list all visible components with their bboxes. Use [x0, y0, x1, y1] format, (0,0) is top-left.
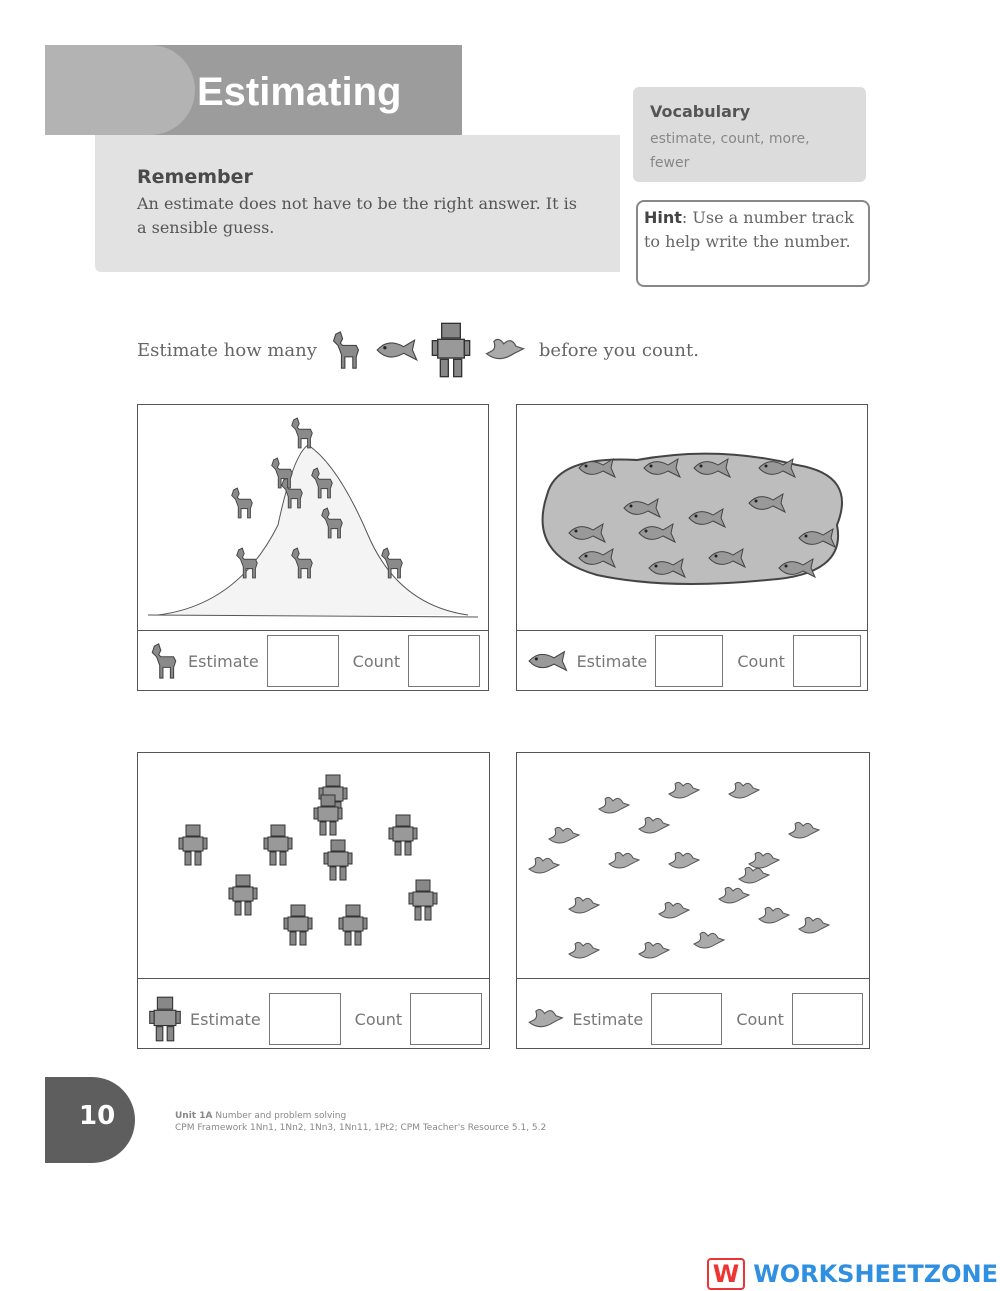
bird-figure	[759, 907, 789, 923]
answer-row	[517, 990, 869, 1048]
answer-row	[138, 632, 488, 690]
bird-figure	[669, 852, 699, 868]
bird-picture	[517, 753, 869, 979]
estimate-input[interactable]	[269, 993, 341, 1045]
goat-figure	[232, 488, 253, 518]
estimate-input[interactable]	[651, 993, 722, 1045]
footer-unit: Unit 1A	[175, 1111, 213, 1121]
goat-picture	[138, 405, 488, 631]
robot-figure	[179, 825, 207, 865]
bird-figure	[789, 822, 819, 838]
goat-icon	[148, 641, 180, 681]
estimate-label: Estimate	[576, 651, 648, 671]
robot-icon	[431, 320, 471, 380]
answer-row	[138, 990, 489, 1048]
hint-box	[636, 200, 870, 287]
estimate-label: Estimate	[188, 651, 259, 671]
count-label: Count	[352, 651, 401, 671]
bird-figure	[639, 817, 669, 833]
instruction	[137, 320, 699, 380]
banner-decoration	[45, 45, 195, 135]
bird-figure	[729, 782, 759, 798]
bird-figure	[749, 852, 779, 868]
count-input[interactable]	[408, 635, 480, 687]
estimate-label: Estimate	[190, 1009, 261, 1029]
bird-figure	[569, 942, 599, 958]
page-title: Estimating	[197, 70, 402, 114]
robot-figure	[284, 905, 312, 945]
hint-text: : Use a number track to help write the number.	[644, 208, 854, 251]
count-input[interactable]	[792, 993, 863, 1045]
goat-figure	[292, 418, 313, 448]
page-number-badge	[45, 1077, 135, 1163]
robot-icon	[148, 995, 182, 1043]
bird-figure	[719, 887, 749, 903]
count-label: Count	[354, 1009, 403, 1029]
count-input[interactable]	[793, 635, 861, 687]
bird-figure	[549, 827, 579, 843]
goat-icon	[329, 322, 363, 378]
vocabulary-text: estimate, count, more, fewer	[650, 131, 810, 171]
instruction-after: before you count.	[538, 339, 699, 361]
vocabulary-heading: Vocabulary	[650, 102, 751, 121]
footer-unit-title: Number and problem solving	[215, 1111, 347, 1121]
estimate-input[interactable]	[267, 635, 339, 687]
footer-framework: CPM Framework 1Nn1, 1Nn2, 1Nn3, 1Nn11, 1Pt2; CPM Teacher's Resource 5.1, 5.2	[175, 1123, 547, 1133]
panel-fish	[516, 404, 868, 691]
panel-goat	[137, 404, 489, 691]
bird-icon	[483, 334, 527, 366]
watermark	[707, 1258, 998, 1290]
bird-figure	[669, 782, 699, 798]
page-number: 10	[79, 1101, 116, 1131]
bird-figure	[799, 917, 829, 933]
fish-icon	[375, 335, 419, 365]
robot-figure	[324, 840, 352, 880]
answer-row	[517, 632, 867, 690]
count-input[interactable]	[410, 993, 482, 1045]
robot-figure	[389, 815, 417, 855]
bird-figure	[659, 902, 689, 918]
fish-picture	[517, 405, 867, 631]
footer	[175, 1110, 546, 1134]
count-label: Count	[736, 1009, 784, 1029]
robot-figure	[264, 825, 292, 865]
robot-figure	[229, 875, 257, 915]
bird-figure	[694, 932, 724, 948]
fish-icon	[527, 646, 569, 676]
watermark-text: WORKSHEETZONE	[753, 1260, 998, 1288]
robot-figure	[409, 880, 437, 920]
bird-figure	[599, 797, 629, 813]
robot-picture	[138, 753, 489, 979]
bird-figure	[529, 857, 559, 873]
remember-text: An estimate does not have to be the right answer. It is a sensible guess.	[137, 194, 577, 237]
watermark-logo-icon: W	[707, 1258, 745, 1290]
robot-figure	[339, 905, 367, 945]
bird-figure	[739, 867, 769, 883]
panel-bird	[516, 752, 870, 1049]
bird-figure	[569, 897, 599, 913]
remember-heading: Remember	[137, 166, 253, 188]
hint-label: Hint	[644, 208, 682, 227]
estimate-input[interactable]	[655, 635, 723, 687]
bird-figure	[639, 942, 669, 958]
count-label: Count	[737, 651, 785, 671]
panel-robot	[137, 752, 490, 1049]
estimate-label: Estimate	[572, 1009, 644, 1029]
instruction-before: Estimate how many	[137, 339, 317, 361]
bird-figure	[609, 852, 639, 868]
bird-icon	[527, 1004, 565, 1034]
